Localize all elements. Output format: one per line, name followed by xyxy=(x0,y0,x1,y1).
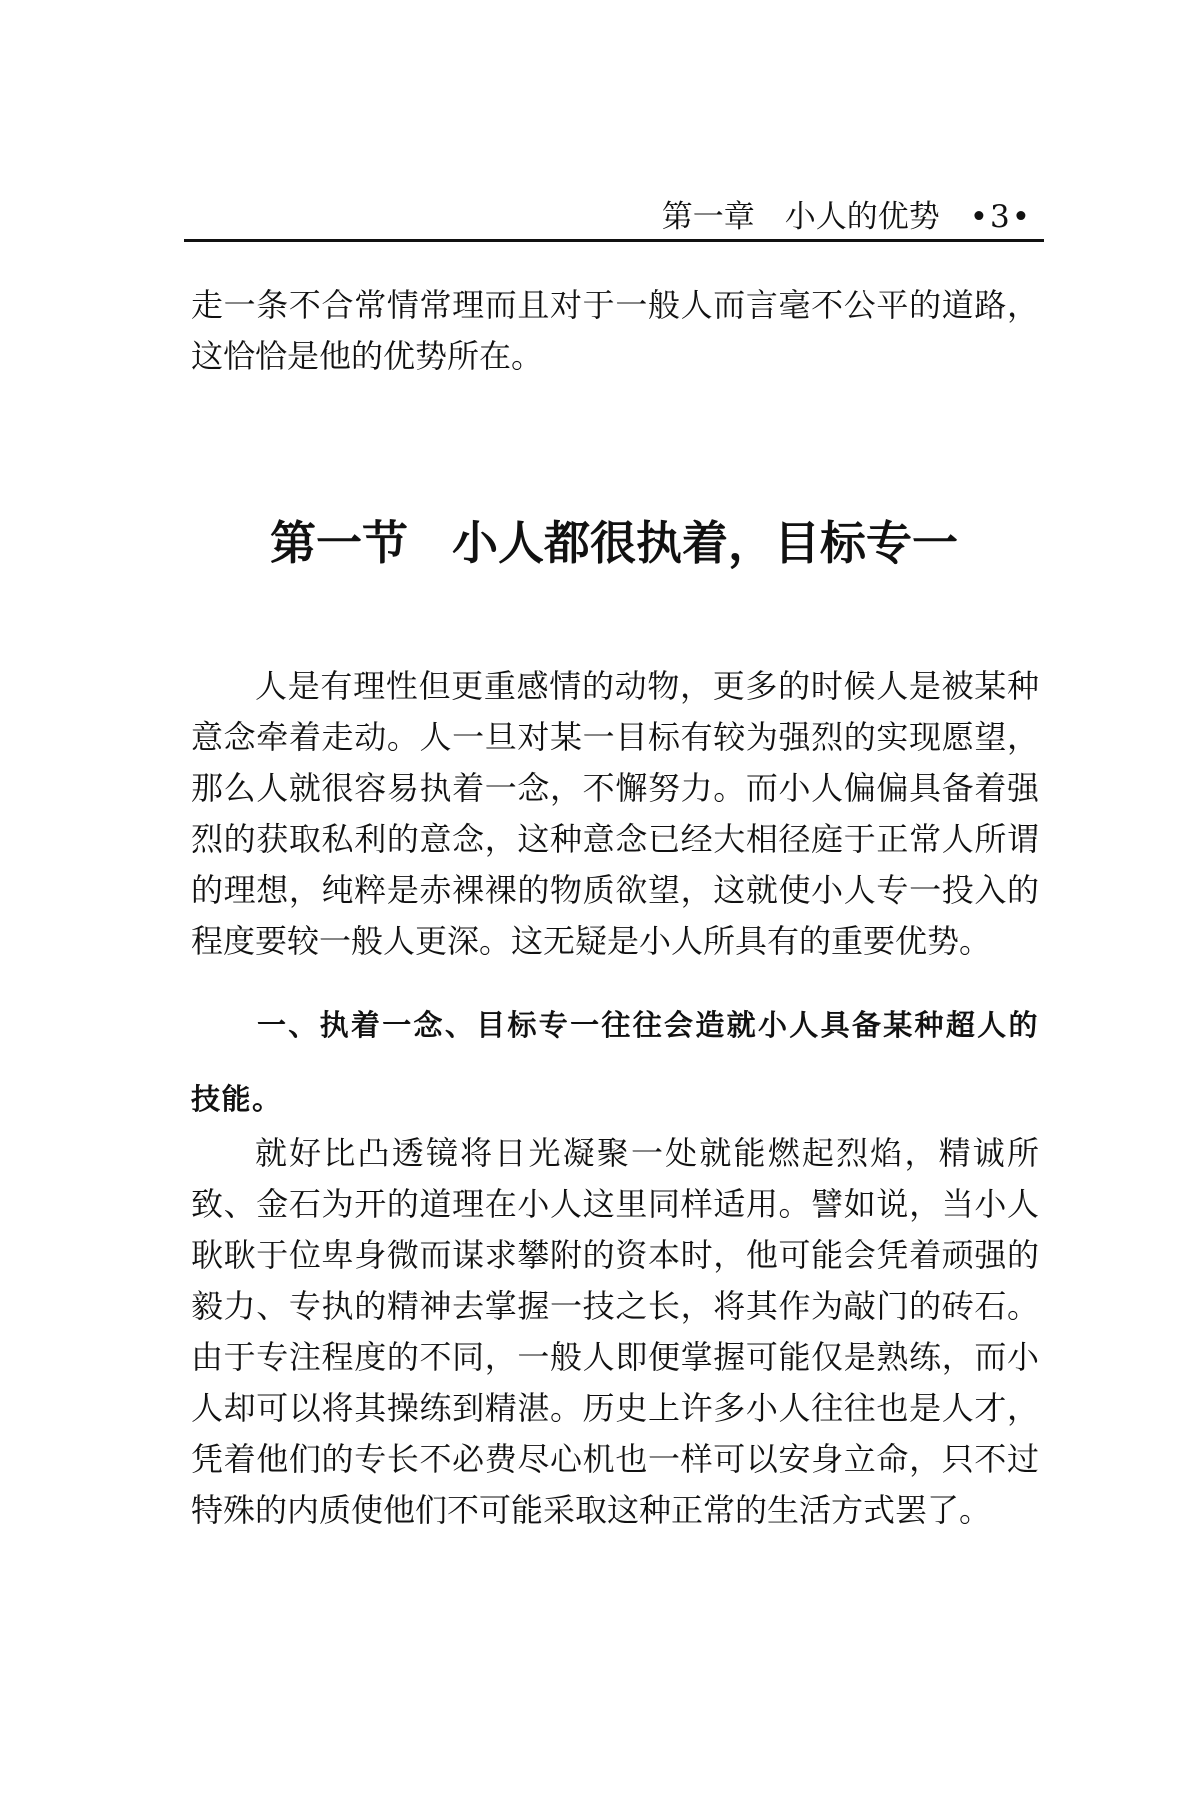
intro-paragraph: 走一条不合常情常理而且对于一般人而言毫不公平的道路，这恰恰是他的优势所在。 xyxy=(191,286,1039,375)
section-number: 第一节 xyxy=(270,516,408,570)
page-number: •3• xyxy=(969,199,1032,235)
chapter-title: 小人的优势 xyxy=(784,199,940,235)
section-paragraph: 人是有理性但更重感情的动物，更多的时候人是被某种意念牵着走动。人一旦对某一目标有较为强烈的实现愿望，那么人就很容易执着一念，不懈努力。而小人偏偏具备着强烈的获取私利的意念，这种意念已经大相径庭于正常人所谓的理想，纯粹是赤裸裸的物质欲望，这就使小人专一投入的程度要较一般人更深。这无疑是小人所具有的重要优势。 xyxy=(191,667,1039,960)
running-head xyxy=(186,195,1042,239)
subsection-heading: 一、执着一念、目标专一往往会造就小人具备某种超人的技能。 xyxy=(191,1008,1039,1116)
section-title xyxy=(186,508,1042,578)
subsection-paragraph: 就好比凸透镜将日光凝聚一处就能燃起烈焰，精诚所致、金石为开的道理在小人这里同样适用。譬如说，当小人耿耿于位卑身微而谋求攀附的资本时，他可能会凭着顽强的毅力、专执的精神去掌握一技之长，将其作为敲门的砖石。由于专注程度的不同，一般人即便掌握可能仅是熟练，而小人却可以将其操练到精湛。历史上许多小人往往也是人才，凭着他们的专长不必费尽心机也一样可以安身立命，只不过特殊的内质使他们不可能采取这种正常的生活方式罢了。 xyxy=(191,1134,1039,1529)
chapter-label: 第一章 小人的优势 xyxy=(661,199,940,235)
section-title-text: 小人都很执着，目标专一 xyxy=(452,516,958,570)
header-rule xyxy=(184,239,1044,242)
